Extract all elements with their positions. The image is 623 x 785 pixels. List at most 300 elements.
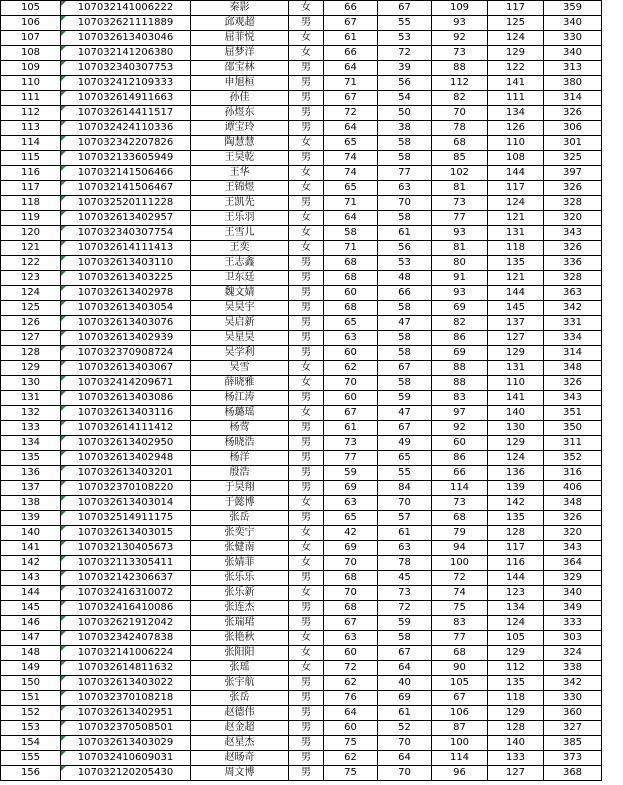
- score3-cell[interactable]: 88: [432, 376, 488, 391]
- exam-id-cell[interactable]: 107032613402978: [61, 286, 191, 301]
- score4-cell[interactable]: 126: [488, 121, 544, 136]
- index-cell[interactable]: 124: [1, 286, 61, 301]
- name-cell[interactable]: 邵宝林: [191, 61, 289, 76]
- exam-id-cell[interactable]: 107032613403015: [61, 526, 191, 541]
- index-cell[interactable]: 111: [1, 91, 61, 106]
- score3-cell[interactable]: 88: [432, 61, 488, 76]
- score4-cell[interactable]: 124: [488, 451, 544, 466]
- total-cell[interactable]: 331: [544, 316, 602, 331]
- score3-cell[interactable]: 73: [432, 196, 488, 211]
- score4-cell[interactable]: 118: [488, 241, 544, 256]
- score1-cell[interactable]: 62: [324, 751, 378, 766]
- score1-cell[interactable]: 67: [324, 16, 378, 31]
- score4-cell[interactable]: 129: [488, 706, 544, 721]
- score4-cell[interactable]: 133: [488, 751, 544, 766]
- score2-cell[interactable]: 53: [378, 256, 432, 271]
- total-cell[interactable]: 314: [544, 91, 602, 106]
- score3-cell[interactable]: 97: [432, 406, 488, 421]
- name-cell[interactable]: 杨璐瑶: [191, 406, 289, 421]
- score1-cell[interactable]: 60: [324, 721, 378, 736]
- score4-cell[interactable]: 135: [488, 511, 544, 526]
- index-cell[interactable]: 119: [1, 211, 61, 226]
- score3-cell[interactable]: 81: [432, 181, 488, 196]
- exam-id-cell[interactable]: 107032141006222: [61, 1, 191, 16]
- index-cell[interactable]: 136: [1, 466, 61, 481]
- score4-cell[interactable]: 139: [488, 481, 544, 496]
- name-cell[interactable]: 张瑞珺: [191, 616, 289, 631]
- score2-cell[interactable]: 66: [378, 286, 432, 301]
- score4-cell[interactable]: 110: [488, 376, 544, 391]
- gender-cell[interactable]: 男: [289, 511, 324, 526]
- name-cell[interactable]: 孙煜东: [191, 106, 289, 121]
- gender-cell[interactable]: 男: [289, 76, 324, 91]
- total-cell[interactable]: 301: [544, 136, 602, 151]
- score3-cell[interactable]: 87: [432, 721, 488, 736]
- exam-id-cell[interactable]: 107032613403067: [61, 361, 191, 376]
- score3-cell[interactable]: 94: [432, 541, 488, 556]
- gender-cell[interactable]: 男: [289, 421, 324, 436]
- total-cell[interactable]: 334: [544, 331, 602, 346]
- index-cell[interactable]: 139: [1, 511, 61, 526]
- exam-id-cell[interactable]: 107032613403029: [61, 736, 191, 751]
- score1-cell[interactable]: 75: [324, 736, 378, 751]
- score1-cell[interactable]: 66: [324, 46, 378, 61]
- score1-cell[interactable]: 70: [324, 376, 378, 391]
- index-cell[interactable]: 125: [1, 301, 61, 316]
- gender-cell[interactable]: 女: [289, 496, 324, 511]
- score2-cell[interactable]: 67: [378, 421, 432, 436]
- score4-cell[interactable]: 125: [488, 16, 544, 31]
- score4-cell[interactable]: 117: [488, 1, 544, 16]
- score2-cell[interactable]: 58: [378, 331, 432, 346]
- score4-cell[interactable]: 142: [488, 496, 544, 511]
- exam-id-cell[interactable]: 107032340307754: [61, 226, 191, 241]
- gender-cell[interactable]: 男: [289, 676, 324, 691]
- score3-cell[interactable]: 100: [432, 736, 488, 751]
- name-cell[interactable]: 张婧菲: [191, 556, 289, 571]
- score1-cell[interactable]: 74: [324, 151, 378, 166]
- gender-cell[interactable]: 男: [289, 271, 324, 286]
- total-cell[interactable]: 320: [544, 526, 602, 541]
- total-cell[interactable]: 342: [544, 676, 602, 691]
- score1-cell[interactable]: 68: [324, 271, 378, 286]
- exam-id-cell[interactable]: 107032342407838: [61, 631, 191, 646]
- gender-cell[interactable]: 女: [289, 1, 324, 16]
- score3-cell[interactable]: 82: [432, 316, 488, 331]
- index-cell[interactable]: 117: [1, 181, 61, 196]
- gender-cell[interactable]: 女: [289, 166, 324, 181]
- total-cell[interactable]: 326: [544, 106, 602, 121]
- score1-cell[interactable]: 61: [324, 31, 378, 46]
- gender-cell[interactable]: 男: [289, 196, 324, 211]
- total-cell[interactable]: 313: [544, 61, 602, 76]
- score3-cell[interactable]: 68: [432, 646, 488, 661]
- name-cell[interactable]: 王华: [191, 166, 289, 181]
- index-cell[interactable]: 138: [1, 496, 61, 511]
- score4-cell[interactable]: 124: [488, 31, 544, 46]
- index-cell[interactable]: 140: [1, 526, 61, 541]
- index-cell[interactable]: 130: [1, 376, 61, 391]
- total-cell[interactable]: 360: [544, 706, 602, 721]
- index-cell[interactable]: 155: [1, 751, 61, 766]
- score3-cell[interactable]: 106: [432, 706, 488, 721]
- score3-cell[interactable]: 114: [432, 481, 488, 496]
- name-cell[interactable]: 赵旸奇: [191, 751, 289, 766]
- score3-cell[interactable]: 80: [432, 256, 488, 271]
- total-cell[interactable]: 306: [544, 121, 602, 136]
- score3-cell[interactable]: 74: [432, 586, 488, 601]
- exam-id-cell[interactable]: 107032141006224: [61, 646, 191, 661]
- total-cell[interactable]: 326: [544, 511, 602, 526]
- score4-cell[interactable]: 124: [488, 196, 544, 211]
- exam-id-cell[interactable]: 107032613403054: [61, 301, 191, 316]
- gender-cell[interactable]: 男: [289, 106, 324, 121]
- total-cell[interactable]: 363: [544, 286, 602, 301]
- score3-cell[interactable]: 114: [432, 751, 488, 766]
- total-cell[interactable]: 397: [544, 166, 602, 181]
- score4-cell[interactable]: 128: [488, 526, 544, 541]
- exam-id-cell[interactable]: 107032613403076: [61, 316, 191, 331]
- score2-cell[interactable]: 59: [378, 616, 432, 631]
- score1-cell[interactable]: 63: [324, 631, 378, 646]
- score2-cell[interactable]: 65: [378, 451, 432, 466]
- name-cell[interactable]: 秦影: [191, 1, 289, 16]
- index-cell[interactable]: 115: [1, 151, 61, 166]
- name-cell[interactable]: 申旭桓: [191, 76, 289, 91]
- gender-cell[interactable]: 女: [289, 631, 324, 646]
- index-cell[interactable]: 122: [1, 256, 61, 271]
- gender-cell[interactable]: 男: [289, 736, 324, 751]
- score1-cell[interactable]: 70: [324, 586, 378, 601]
- score2-cell[interactable]: 61: [378, 526, 432, 541]
- score4-cell[interactable]: 122: [488, 61, 544, 76]
- score4-cell[interactable]: 110: [488, 136, 544, 151]
- index-cell[interactable]: 154: [1, 736, 61, 751]
- score2-cell[interactable]: 52: [378, 721, 432, 736]
- score2-cell[interactable]: 58: [378, 346, 432, 361]
- score4-cell[interactable]: 116: [488, 556, 544, 571]
- total-cell[interactable]: 324: [544, 646, 602, 661]
- score2-cell[interactable]: 54: [378, 91, 432, 106]
- score1-cell[interactable]: 60: [324, 391, 378, 406]
- name-cell[interactable]: 王雪儿: [191, 226, 289, 241]
- name-cell[interactable]: 张宇航: [191, 676, 289, 691]
- exam-id-cell[interactable]: 107032416310072: [61, 586, 191, 601]
- score2-cell[interactable]: 47: [378, 316, 432, 331]
- score4-cell[interactable]: 137: [488, 316, 544, 331]
- score2-cell[interactable]: 39: [378, 61, 432, 76]
- name-cell[interactable]: 张瑶: [191, 661, 289, 676]
- gender-cell[interactable]: 男: [289, 391, 324, 406]
- score3-cell[interactable]: 85: [432, 151, 488, 166]
- gender-cell[interactable]: 男: [289, 601, 324, 616]
- gender-cell[interactable]: 女: [289, 526, 324, 541]
- score4-cell[interactable]: 131: [488, 361, 544, 376]
- score1-cell[interactable]: 60: [324, 646, 378, 661]
- name-cell[interactable]: 吴雪: [191, 361, 289, 376]
- score2-cell[interactable]: 61: [378, 226, 432, 241]
- score2-cell[interactable]: 38: [378, 121, 432, 136]
- index-cell[interactable]: 116: [1, 166, 61, 181]
- score3-cell[interactable]: 92: [432, 31, 488, 46]
- score1-cell[interactable]: 67: [324, 91, 378, 106]
- score3-cell[interactable]: 73: [432, 496, 488, 511]
- index-cell[interactable]: 118: [1, 196, 61, 211]
- gender-cell[interactable]: 男: [289, 256, 324, 271]
- exam-id-cell[interactable]: 107032370508501: [61, 721, 191, 736]
- gender-cell[interactable]: 女: [289, 646, 324, 661]
- index-cell[interactable]: 152: [1, 706, 61, 721]
- score1-cell[interactable]: 64: [324, 61, 378, 76]
- score3-cell[interactable]: 67: [432, 691, 488, 706]
- gender-cell[interactable]: 女: [289, 361, 324, 376]
- score3-cell[interactable]: 93: [432, 286, 488, 301]
- name-cell[interactable]: 张健南: [191, 541, 289, 556]
- score4-cell[interactable]: 145: [488, 301, 544, 316]
- score4-cell[interactable]: 117: [488, 181, 544, 196]
- index-cell[interactable]: 142: [1, 556, 61, 571]
- gender-cell[interactable]: 男: [289, 286, 324, 301]
- score2-cell[interactable]: 56: [378, 76, 432, 91]
- score3-cell[interactable]: 70: [432, 106, 488, 121]
- score1-cell[interactable]: 58: [324, 226, 378, 241]
- score4-cell[interactable]: 127: [488, 766, 544, 781]
- total-cell[interactable]: 348: [544, 361, 602, 376]
- score4-cell[interactable]: 108: [488, 151, 544, 166]
- score1-cell[interactable]: 65: [324, 181, 378, 196]
- index-cell[interactable]: 137: [1, 481, 61, 496]
- score4-cell[interactable]: 140: [488, 736, 544, 751]
- score4-cell[interactable]: 130: [488, 421, 544, 436]
- score1-cell[interactable]: 75: [324, 766, 378, 781]
- name-cell[interactable]: 王乐羽: [191, 211, 289, 226]
- score3-cell[interactable]: 93: [432, 226, 488, 241]
- gender-cell[interactable]: 男: [289, 316, 324, 331]
- score2-cell[interactable]: 40: [378, 676, 432, 691]
- score1-cell[interactable]: 76: [324, 691, 378, 706]
- exam-id-cell[interactable]: 107032342207826: [61, 136, 191, 151]
- score4-cell[interactable]: 129: [488, 646, 544, 661]
- total-cell[interactable]: 320: [544, 211, 602, 226]
- score1-cell[interactable]: 72: [324, 106, 378, 121]
- gender-cell[interactable]: 男: [289, 331, 324, 346]
- score4-cell[interactable]: 135: [488, 256, 544, 271]
- score1-cell[interactable]: 61: [324, 421, 378, 436]
- score4-cell[interactable]: 105: [488, 631, 544, 646]
- name-cell[interactable]: 吴学利: [191, 346, 289, 361]
- score2-cell[interactable]: 55: [378, 466, 432, 481]
- total-cell[interactable]: 316: [544, 466, 602, 481]
- index-cell[interactable]: 150: [1, 676, 61, 691]
- exam-id-cell[interactable]: 107032520111228: [61, 196, 191, 211]
- score1-cell[interactable]: 71: [324, 241, 378, 256]
- score2-cell[interactable]: 58: [378, 376, 432, 391]
- score1-cell[interactable]: 77: [324, 451, 378, 466]
- exam-id-cell[interactable]: 107032410609031: [61, 751, 191, 766]
- name-cell[interactable]: 张岳: [191, 511, 289, 526]
- score4-cell[interactable]: 121: [488, 211, 544, 226]
- score4-cell[interactable]: 131: [488, 226, 544, 241]
- score3-cell[interactable]: 92: [432, 421, 488, 436]
- exam-id-cell[interactable]: 107032514911175: [61, 511, 191, 526]
- score1-cell[interactable]: 72: [324, 661, 378, 676]
- index-cell[interactable]: 109: [1, 61, 61, 76]
- score4-cell[interactable]: 129: [488, 46, 544, 61]
- total-cell[interactable]: 327: [544, 721, 602, 736]
- exam-id-cell[interactable]: 107032613403046: [61, 31, 191, 46]
- exam-id-cell[interactable]: 107032613403022: [61, 676, 191, 691]
- exam-id-cell[interactable]: 107032113305411: [61, 556, 191, 571]
- exam-id-cell[interactable]: 107032340307753: [61, 61, 191, 76]
- name-cell[interactable]: 王凯先: [191, 196, 289, 211]
- total-cell[interactable]: 348: [544, 496, 602, 511]
- exam-id-cell[interactable]: 107032414209671: [61, 376, 191, 391]
- name-cell[interactable]: 王志鑫: [191, 256, 289, 271]
- exam-id-cell[interactable]: 107032613402950: [61, 436, 191, 451]
- score4-cell[interactable]: 129: [488, 436, 544, 451]
- score2-cell[interactable]: 61: [378, 706, 432, 721]
- score1-cell[interactable]: 68: [324, 601, 378, 616]
- gender-cell[interactable]: 女: [289, 181, 324, 196]
- score2-cell[interactable]: 53: [378, 31, 432, 46]
- score1-cell[interactable]: 68: [324, 256, 378, 271]
- gender-cell[interactable]: 男: [289, 721, 324, 736]
- name-cell[interactable]: 于昊翔: [191, 481, 289, 496]
- score3-cell[interactable]: 77: [432, 631, 488, 646]
- score2-cell[interactable]: 55: [378, 16, 432, 31]
- gender-cell[interactable]: 男: [289, 16, 324, 31]
- exam-id-cell[interactable]: 107032614811632: [61, 661, 191, 676]
- score3-cell[interactable]: 73: [432, 46, 488, 61]
- score2-cell[interactable]: 72: [378, 46, 432, 61]
- total-cell[interactable]: 325: [544, 151, 602, 166]
- score3-cell[interactable]: 81: [432, 241, 488, 256]
- score2-cell[interactable]: 63: [378, 181, 432, 196]
- name-cell[interactable]: 张艳秋: [191, 631, 289, 646]
- score3-cell[interactable]: 77: [432, 211, 488, 226]
- name-cell[interactable]: 于懿博: [191, 496, 289, 511]
- score3-cell[interactable]: 69: [432, 346, 488, 361]
- exam-id-cell[interactable]: 107032613403014: [61, 496, 191, 511]
- index-cell[interactable]: 106: [1, 16, 61, 31]
- index-cell[interactable]: 123: [1, 271, 61, 286]
- name-cell[interactable]: 谭宝玲: [191, 121, 289, 136]
- score2-cell[interactable]: 58: [378, 631, 432, 646]
- total-cell[interactable]: 342: [544, 301, 602, 316]
- score1-cell[interactable]: 69: [324, 481, 378, 496]
- exam-id-cell[interactable]: 107032613402957: [61, 211, 191, 226]
- score2-cell[interactable]: 77: [378, 166, 432, 181]
- index-cell[interactable]: 147: [1, 631, 61, 646]
- score2-cell[interactable]: 49: [378, 436, 432, 451]
- gender-cell[interactable]: 女: [289, 556, 324, 571]
- name-cell[interactable]: 张乐新: [191, 586, 289, 601]
- score2-cell[interactable]: 67: [378, 646, 432, 661]
- score3-cell[interactable]: 72: [432, 571, 488, 586]
- score3-cell[interactable]: 68: [432, 511, 488, 526]
- total-cell[interactable]: 328: [544, 271, 602, 286]
- score1-cell[interactable]: 63: [324, 331, 378, 346]
- score1-cell[interactable]: 74: [324, 166, 378, 181]
- name-cell[interactable]: 周文博: [191, 766, 289, 781]
- score4-cell[interactable]: 123: [488, 586, 544, 601]
- exam-id-cell[interactable]: 107032621111889: [61, 16, 191, 31]
- exam-id-cell[interactable]: 107032621912042: [61, 616, 191, 631]
- index-cell[interactable]: 121: [1, 241, 61, 256]
- score3-cell[interactable]: 83: [432, 391, 488, 406]
- index-cell[interactable]: 126: [1, 316, 61, 331]
- score1-cell[interactable]: 67: [324, 616, 378, 631]
- total-cell[interactable]: 380: [544, 76, 602, 91]
- total-cell[interactable]: 349: [544, 601, 602, 616]
- index-cell[interactable]: 144: [1, 586, 61, 601]
- name-cell[interactable]: 薛晓雅: [191, 376, 289, 391]
- total-cell[interactable]: 350: [544, 421, 602, 436]
- score2-cell[interactable]: 58: [378, 211, 432, 226]
- score4-cell[interactable]: 144: [488, 286, 544, 301]
- exam-id-cell[interactable]: 107032133605949: [61, 151, 191, 166]
- gender-cell[interactable]: 女: [289, 376, 324, 391]
- score3-cell[interactable]: 93: [432, 16, 488, 31]
- score4-cell[interactable]: 141: [488, 76, 544, 91]
- score3-cell[interactable]: 112: [432, 76, 488, 91]
- total-cell[interactable]: 343: [544, 391, 602, 406]
- score3-cell[interactable]: 86: [432, 331, 488, 346]
- score3-cell[interactable]: 69: [432, 301, 488, 316]
- score2-cell[interactable]: 70: [378, 496, 432, 511]
- total-cell[interactable]: 336: [544, 256, 602, 271]
- score3-cell[interactable]: 109: [432, 1, 488, 16]
- exam-id-cell[interactable]: 107032613402939: [61, 331, 191, 346]
- score3-cell[interactable]: 96: [432, 766, 488, 781]
- total-cell[interactable]: 340: [544, 586, 602, 601]
- total-cell[interactable]: 343: [544, 541, 602, 556]
- score4-cell[interactable]: 128: [488, 721, 544, 736]
- gender-cell[interactable]: 女: [289, 46, 324, 61]
- score1-cell[interactable]: 66: [324, 1, 378, 16]
- total-cell[interactable]: 340: [544, 16, 602, 31]
- total-cell[interactable]: 385: [544, 736, 602, 751]
- score1-cell[interactable]: 71: [324, 196, 378, 211]
- index-cell[interactable]: 143: [1, 571, 61, 586]
- score2-cell[interactable]: 70: [378, 736, 432, 751]
- exam-id-cell[interactable]: 107032141506466: [61, 166, 191, 181]
- exam-id-cell[interactable]: 107032613403225: [61, 271, 191, 286]
- name-cell[interactable]: 陶慧慧: [191, 136, 289, 151]
- total-cell[interactable]: 329: [544, 571, 602, 586]
- score4-cell[interactable]: 118: [488, 691, 544, 706]
- score2-cell[interactable]: 57: [378, 511, 432, 526]
- gender-cell[interactable]: 女: [289, 586, 324, 601]
- index-cell[interactable]: 149: [1, 661, 61, 676]
- name-cell[interactable]: 杨晓浩: [191, 436, 289, 451]
- gender-cell[interactable]: 男: [289, 481, 324, 496]
- name-cell[interactable]: 殷浩: [191, 466, 289, 481]
- score4-cell[interactable]: 140: [488, 406, 544, 421]
- exam-id-cell[interactable]: 107032424110336: [61, 121, 191, 136]
- score1-cell[interactable]: 65: [324, 316, 378, 331]
- total-cell[interactable]: 359: [544, 1, 602, 16]
- exam-id-cell[interactable]: 107032614911663: [61, 91, 191, 106]
- score1-cell[interactable]: 63: [324, 496, 378, 511]
- gender-cell[interactable]: 女: [289, 241, 324, 256]
- score4-cell[interactable]: 112: [488, 661, 544, 676]
- score2-cell[interactable]: 48: [378, 271, 432, 286]
- gender-cell[interactable]: 男: [289, 706, 324, 721]
- total-cell[interactable]: 326: [544, 181, 602, 196]
- score2-cell[interactable]: 67: [378, 1, 432, 16]
- index-cell[interactable]: 153: [1, 721, 61, 736]
